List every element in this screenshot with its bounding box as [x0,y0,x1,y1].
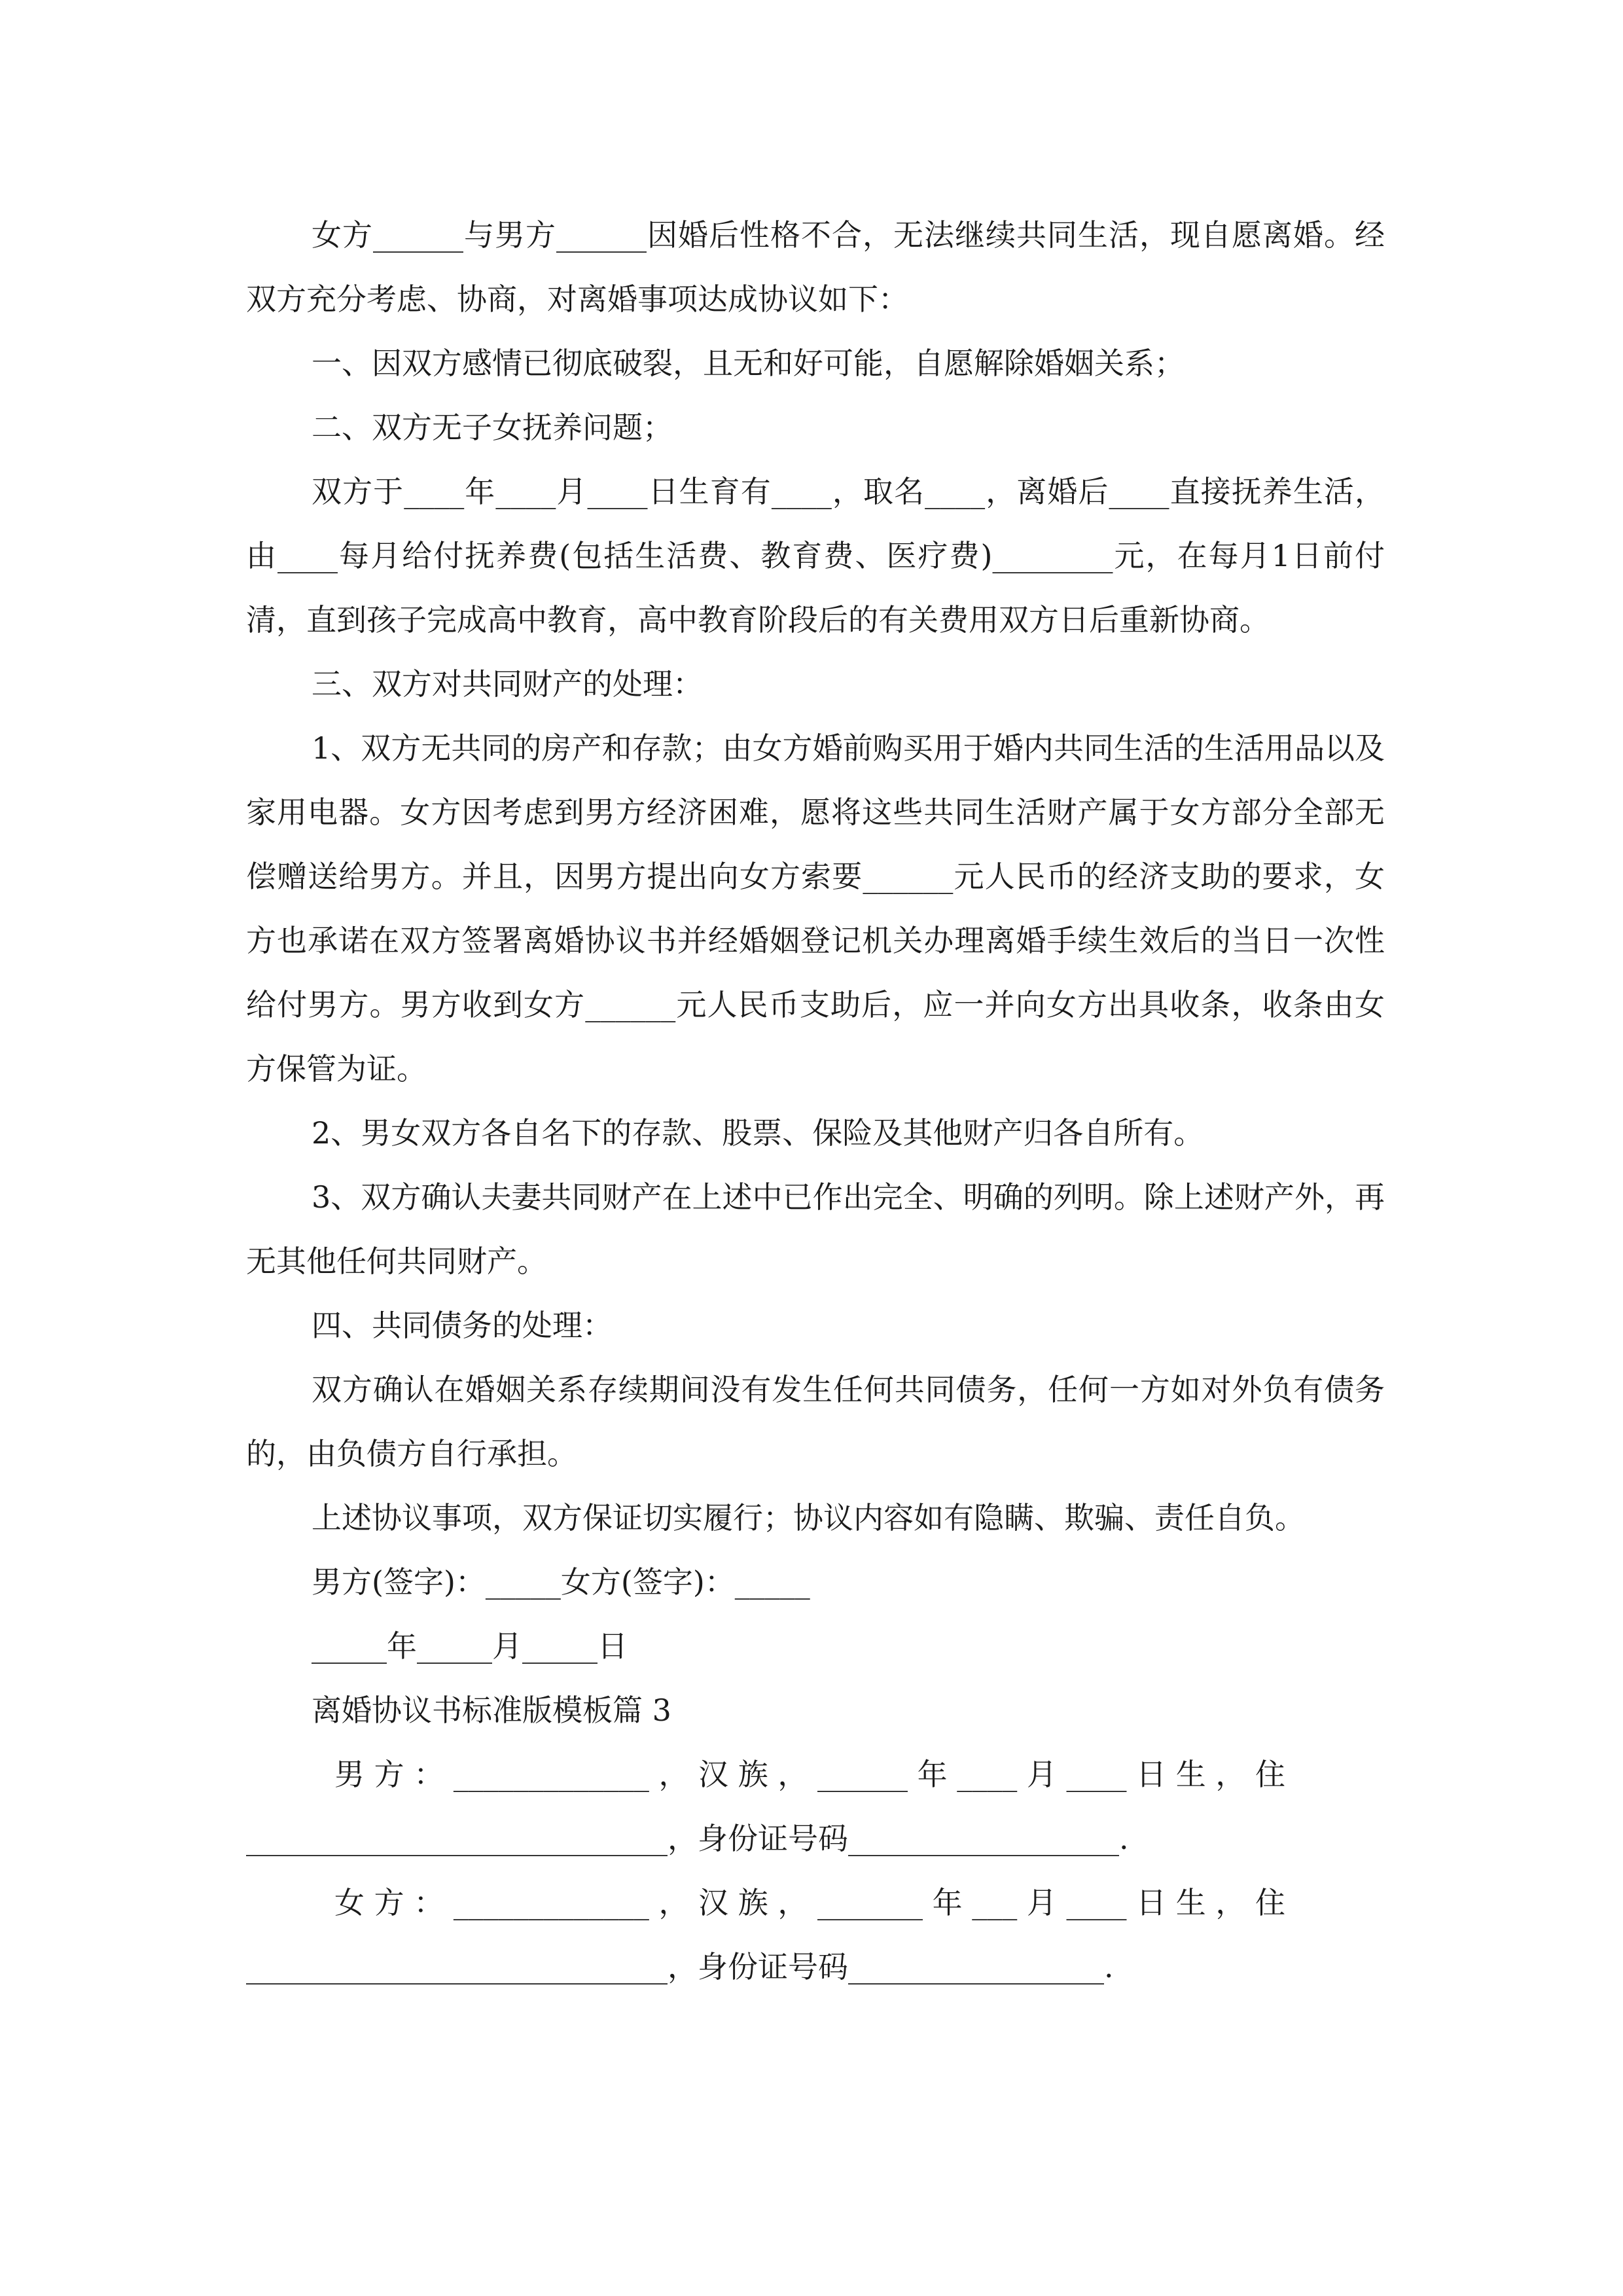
paragraph-item-3: 三、双方对共同财产的处理： [312,666,703,702]
paragraph-child-support: 双方于____年____月____日生育有____，取名____，离婚后____直接抚养生活，由____每月给付抚养费(包括生活费、教育费、医疗费)________元，在每月1日前付清，直到孩子完成高中教育，高中教育阶段后的有关费用双方日后重新协商。 [246,474,1385,637]
paragraph-item-3-3: 3、双方确认夫妻共同财产在上述中已作出完全、明确的列明。除上述财产外，再无其他任何共同财产。 [246,1179,1385,1279]
female-info-line-1: 女 方 ： _____________ ， 汉 族 ， _______ 年 ___ 月 ____ 日 生 ， 住 [334,1885,1285,1920]
paragraph-item-1: 一、因双方感情已彻底破裂，且无和好可能，自愿解除婚姻关系； [312,346,1185,381]
paragraph-debt: 双方确认在婚姻关系存续期间没有发生任何共同债务，任何一方如对外负有债务的，由负债方自行承担。 [246,1372,1385,1471]
female-info-line-2: ____________________________，身份证号码_________________. [246,1949,1114,1984]
paragraph-item-3-2: 2、男女双方各自名下的存款、股票、保险及其他财产归各自所有。 [312,1115,1204,1151]
paragraph-item-4: 四、共同债务的处理： [312,1308,613,1343]
document-body [246,203,1385,1999]
paragraph-item-3-1: 1、双方无共同的房产和存款；由女方婚前购买用于婚内共同生活的生活用品以及家用电器。女方因考虑到男方经济困难，愿将这些共同生活财产属于女方部分全部无偿赠送给男方。并且，因男方提出向女方索要______元人民币的经济支助的要求，女方也承诺在双方签署离婚协议书并经婚姻登记机关办理离婚手续生效后的当日一次性给付男方。男方收到女方______元人民币支助后，应一并向女方出具收条，收条由女方保管为证。 [246,730,1385,1086]
male-info-line-1: 男 方 ： _____________ ， 汉 族 ， ______ 年 ____ 月 ____ 日 生 ， 住 [334,1757,1285,1792]
paragraph-intro: 女方______与男方______因婚后性格不合，无法继续共同生活，现自愿离婚。经双方充分考虑、协商，对离婚事项达成协议如下： [246,217,1385,317]
section-heading: 离婚协议书标准版模板篇 3 [312,1693,671,1728]
paragraph-item-2: 二、双方无子女抚养问题； [312,410,673,445]
date-line: _____年_____月_____日 [312,1628,628,1664]
male-info-line-2: ____________________________，身份证号码__________________. [246,1821,1129,1856]
paragraph-guarantee: 上述协议事项，双方保证切实履行；协议内容如有隐瞒、欺骗、责任自负。 [312,1500,1305,1535]
signature-line: 男方(签字)：_____女方(签字)：_____ [312,1564,810,1600]
